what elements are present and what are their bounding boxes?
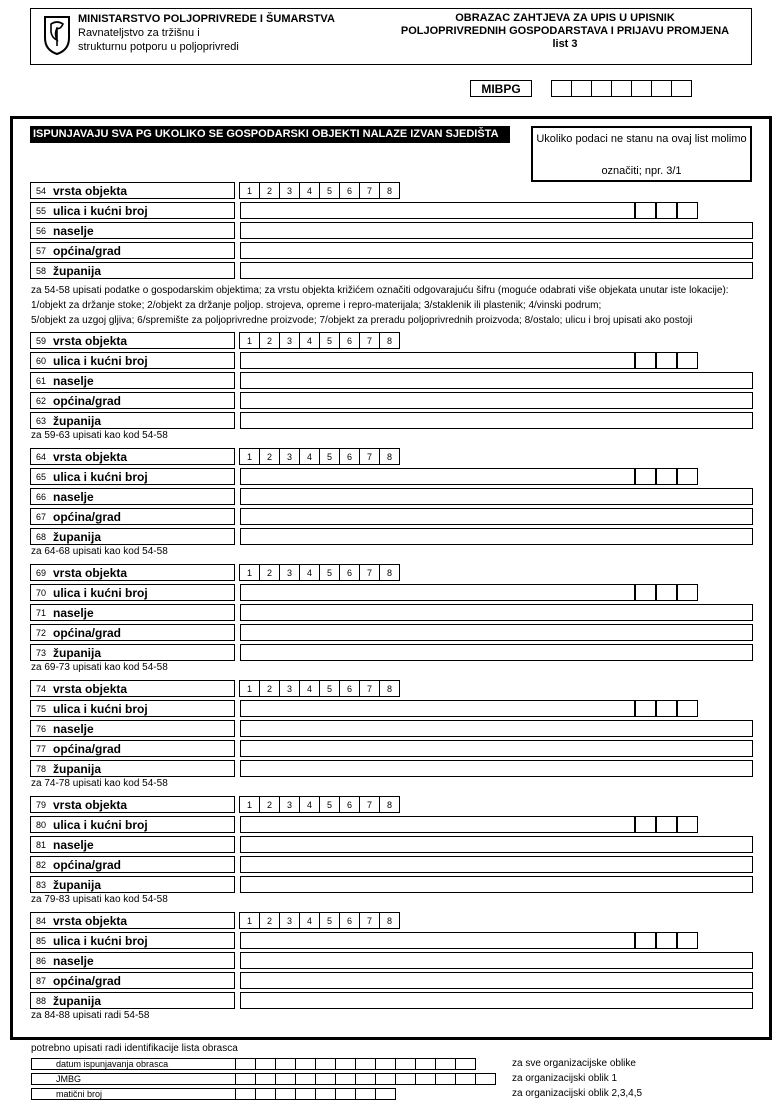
field-number: 73 bbox=[36, 647, 47, 658]
facility-code-checkbox[interactable]: 4 bbox=[299, 448, 320, 465]
house-number-box[interactable] bbox=[656, 816, 677, 833]
facility-type-label bbox=[30, 796, 235, 813]
field-number: 60 bbox=[36, 355, 47, 366]
house-number-box[interactable] bbox=[656, 584, 677, 601]
field-number: 61 bbox=[36, 375, 47, 386]
field-label: županija bbox=[53, 413, 102, 428]
settlement-input[interactable] bbox=[240, 372, 753, 389]
street-and-number-label bbox=[30, 932, 235, 949]
field-number: 64 bbox=[36, 451, 47, 462]
settlement-input[interactable] bbox=[240, 836, 753, 853]
mibpg-digit-box[interactable] bbox=[611, 80, 632, 97]
facility-code-checkbox[interactable]: 4 bbox=[299, 564, 320, 581]
mibpg-label: MIBPG bbox=[470, 80, 532, 97]
field-label: općina/grad bbox=[53, 393, 122, 408]
explanation-line-3: 5/objekt za uzgoj gljiva; 6/spremište za poljoprivredne proizvode; 7/objekt za preradu poljoprivrednih proizvoda; 8/ostalo; ulicu i broj upisati ako postoji bbox=[31, 315, 693, 326]
identification-digit-box[interactable] bbox=[415, 1058, 436, 1070]
settlement-label bbox=[30, 222, 235, 239]
house-number-box[interactable] bbox=[635, 584, 656, 601]
form-title-line-3: list 3 bbox=[552, 38, 578, 50]
identification-label: JMBG bbox=[31, 1073, 236, 1085]
field-number: 70 bbox=[36, 587, 47, 598]
street-and-number-label bbox=[30, 468, 235, 485]
settlement-label bbox=[30, 372, 235, 389]
facility-type-code-boxes bbox=[240, 448, 400, 465]
mibpg-digit-box[interactable] bbox=[631, 80, 652, 97]
settlement-label bbox=[30, 952, 235, 969]
identification-input[interactable] bbox=[236, 1073, 496, 1085]
facility-code-checkbox[interactable]: 8 bbox=[379, 912, 400, 929]
municipality-input[interactable] bbox=[240, 624, 753, 641]
identification-digit-box[interactable] bbox=[395, 1073, 416, 1085]
facility-code-checkbox[interactable]: 5 bbox=[319, 796, 340, 813]
house-number-box[interactable] bbox=[656, 932, 677, 949]
county-input[interactable] bbox=[240, 412, 753, 429]
field-label: općina/grad bbox=[53, 243, 122, 258]
facility-code-checkbox[interactable]: 3 bbox=[279, 680, 300, 697]
facility-code-checkbox[interactable]: 4 bbox=[299, 912, 320, 929]
facility-type-code-boxes bbox=[240, 912, 400, 929]
field-label: ulica i kućni broj bbox=[53, 701, 148, 716]
municipality-label bbox=[30, 624, 235, 641]
house-number-box[interactable] bbox=[677, 700, 698, 717]
county-label bbox=[30, 760, 235, 777]
settlement-input[interactable] bbox=[240, 952, 753, 969]
municipality-input[interactable] bbox=[240, 972, 753, 989]
identification-digit-box[interactable] bbox=[295, 1058, 316, 1070]
facility-type-label bbox=[30, 564, 235, 581]
field-label: županija bbox=[53, 529, 102, 544]
field-number: 59 bbox=[36, 335, 47, 346]
municipality-label bbox=[30, 508, 235, 525]
field-label: ulica i kućni broj bbox=[53, 353, 148, 368]
field-label: općina/grad bbox=[53, 973, 122, 988]
house-number-box[interactable] bbox=[677, 932, 698, 949]
group-footer-note: za 59-63 upisati kao kod 54-58 bbox=[31, 430, 168, 441]
field-number: 81 bbox=[36, 839, 47, 850]
county-label bbox=[30, 262, 235, 279]
facility-code-checkbox[interactable]: 7 bbox=[359, 332, 380, 349]
identification-digit-box[interactable] bbox=[295, 1073, 316, 1085]
house-number-box[interactable] bbox=[656, 352, 677, 369]
field-label: općina/grad bbox=[53, 625, 122, 640]
facility-code-checkbox[interactable]: 1 bbox=[239, 332, 260, 349]
house-number-box[interactable] bbox=[635, 202, 656, 219]
facility-code-checkbox[interactable]: 4 bbox=[299, 182, 320, 199]
identification-label: datum ispunjavanja obrasca bbox=[31, 1058, 236, 1070]
identification-digit-box[interactable] bbox=[355, 1058, 376, 1070]
facility-code-checkbox[interactable]: 8 bbox=[379, 796, 400, 813]
facility-type-code-boxes bbox=[240, 332, 400, 349]
facility-type-code-boxes bbox=[240, 564, 400, 581]
facility-code-checkbox[interactable]: 5 bbox=[319, 448, 340, 465]
ministry-line-3: strukturnu potporu u poljoprivredi bbox=[78, 41, 239, 53]
field-number: 66 bbox=[36, 491, 47, 502]
street-input[interactable] bbox=[240, 932, 635, 949]
county-label bbox=[30, 992, 235, 1009]
facility-code-checkbox[interactable]: 1 bbox=[239, 796, 260, 813]
field-number: 88 bbox=[36, 995, 47, 1006]
identification-digit-box[interactable] bbox=[255, 1088, 276, 1100]
facility-code-checkbox[interactable]: 2 bbox=[259, 680, 280, 697]
facility-code-checkbox[interactable]: 8 bbox=[379, 680, 400, 697]
identification-digit-box[interactable] bbox=[335, 1073, 356, 1085]
county-input[interactable] bbox=[240, 760, 753, 777]
identification-digit-box[interactable] bbox=[275, 1058, 296, 1070]
mibpg-digit-box[interactable] bbox=[551, 80, 572, 97]
facility-type-label bbox=[30, 332, 235, 349]
group-footer-note: za 84-88 upisati radi 54-58 bbox=[31, 1010, 150, 1021]
field-number: 68 bbox=[36, 531, 47, 542]
facility-code-checkbox[interactable]: 8 bbox=[379, 332, 400, 349]
facility-code-checkbox[interactable]: 6 bbox=[339, 182, 360, 199]
identification-digit-box[interactable] bbox=[235, 1088, 256, 1100]
identification-input[interactable] bbox=[236, 1058, 476, 1070]
field-label: naselje bbox=[53, 953, 94, 968]
identification-digit-box[interactable] bbox=[335, 1058, 356, 1070]
county-input[interactable] bbox=[240, 644, 753, 661]
field-label: naselje bbox=[53, 223, 94, 238]
settlement-input[interactable] bbox=[240, 604, 753, 621]
house-number-box[interactable] bbox=[635, 932, 656, 949]
field-number: 65 bbox=[36, 471, 47, 482]
facility-code-checkbox[interactable]: 6 bbox=[339, 796, 360, 813]
field-number: 72 bbox=[36, 627, 47, 638]
field-number: 87 bbox=[36, 975, 47, 986]
facility-code-checkbox[interactable]: 4 bbox=[299, 796, 320, 813]
identification-digit-box[interactable] bbox=[435, 1058, 456, 1070]
facility-code-checkbox[interactable]: 2 bbox=[259, 448, 280, 465]
ministry-line-2: Ravnateljstvo za tržišnu i bbox=[78, 27, 200, 39]
field-number: 56 bbox=[36, 225, 47, 236]
field-number: 71 bbox=[36, 607, 47, 618]
identification-digit-box[interactable] bbox=[355, 1088, 376, 1100]
field-number: 84 bbox=[36, 915, 47, 926]
identification-input[interactable] bbox=[236, 1088, 396, 1100]
field-number: 58 bbox=[36, 265, 47, 276]
identification-note: potrebno upisati radi identifikacije lista obrasca bbox=[31, 1043, 238, 1054]
facility-code-checkbox[interactable]: 5 bbox=[319, 182, 340, 199]
settlement-label bbox=[30, 488, 235, 505]
house-number-box[interactable] bbox=[677, 202, 698, 219]
facility-code-checkbox[interactable]: 1 bbox=[239, 182, 260, 199]
house-number-box[interactable] bbox=[635, 700, 656, 717]
identification-digit-box[interactable] bbox=[415, 1073, 436, 1085]
settlement-label bbox=[30, 720, 235, 737]
facility-type-label bbox=[30, 448, 235, 465]
street-input[interactable] bbox=[240, 700, 635, 717]
identification-digit-box[interactable] bbox=[235, 1058, 256, 1070]
county-label bbox=[30, 644, 235, 661]
field-number: 86 bbox=[36, 955, 47, 966]
field-label: ulica i kućni broj bbox=[53, 585, 148, 600]
facility-type-label bbox=[30, 182, 235, 199]
overflow-note bbox=[531, 126, 752, 182]
house-number-box[interactable] bbox=[635, 816, 656, 833]
county-label bbox=[30, 876, 235, 893]
facility-code-checkbox[interactable]: 4 bbox=[299, 680, 320, 697]
facility-code-checkbox[interactable]: 7 bbox=[359, 680, 380, 697]
mibpg-input[interactable] bbox=[552, 80, 692, 97]
field-label: vrsta objekta bbox=[53, 333, 128, 348]
form-title bbox=[390, 12, 740, 51]
field-label: županija bbox=[53, 877, 102, 892]
facility-code-checkbox[interactable]: 5 bbox=[319, 912, 340, 929]
field-number: 67 bbox=[36, 511, 47, 522]
field-label: vrsta objekta bbox=[53, 681, 128, 696]
identification-digit-box[interactable] bbox=[435, 1073, 456, 1085]
facility-code-checkbox[interactable]: 6 bbox=[339, 680, 360, 697]
field-number: 79 bbox=[36, 799, 47, 810]
facility-code-checkbox[interactable]: 5 bbox=[319, 332, 340, 349]
group-footer-note: za 64-68 upisati kao kod 54-58 bbox=[31, 546, 168, 557]
explanation-text bbox=[31, 283, 761, 328]
facility-code-checkbox[interactable]: 1 bbox=[239, 564, 260, 581]
group-footer-note: za 74-78 upisati kao kod 54-58 bbox=[31, 778, 168, 789]
field-label: vrsta objekta bbox=[53, 183, 128, 198]
facility-code-checkbox[interactable]: 8 bbox=[379, 564, 400, 581]
field-label: županija bbox=[53, 761, 102, 776]
field-number: 78 bbox=[36, 763, 47, 774]
facility-code-checkbox[interactable]: 1 bbox=[239, 448, 260, 465]
facility-code-checkbox[interactable]: 8 bbox=[379, 448, 400, 465]
house-number-box[interactable] bbox=[656, 700, 677, 717]
form-title-line-2: POLJOPRIVREDNIH GOSPODARSTAVA I PRIJAVU PROMJENA bbox=[400, 25, 730, 37]
mibpg-digit-box[interactable] bbox=[671, 80, 692, 97]
identification-digit-box[interactable] bbox=[355, 1073, 376, 1085]
identification-digit-box[interactable] bbox=[455, 1073, 476, 1085]
facility-code-checkbox[interactable]: 3 bbox=[279, 182, 300, 199]
facility-code-checkbox[interactable]: 6 bbox=[339, 912, 360, 929]
field-number: 55 bbox=[36, 205, 47, 216]
settlement-input[interactable] bbox=[240, 488, 753, 505]
house-number-box[interactable] bbox=[656, 202, 677, 219]
field-number: 76 bbox=[36, 723, 47, 734]
form-title-line-1: OBRAZAC ZAHTJEVA ZA UPIS U UPISNIK bbox=[455, 12, 675, 24]
street-input[interactable] bbox=[240, 352, 635, 369]
overflow-note-line-1: Ukoliko podaci ne stanu na ovaj list molimo bbox=[536, 133, 747, 145]
explanation-line-2: 1/objekt za držanje stoke; 2/objekt za držanje poljop. strojeva, opreme i repro-materijala; 3/staklenik ili plastenik; 4/vinski podrum; bbox=[31, 300, 602, 311]
identification-digit-box[interactable] bbox=[275, 1088, 296, 1100]
street-input[interactable] bbox=[240, 468, 635, 485]
county-input[interactable] bbox=[240, 262, 753, 279]
field-number: 54 bbox=[36, 185, 47, 196]
field-label: naselje bbox=[53, 605, 94, 620]
identification-digit-box[interactable] bbox=[395, 1058, 416, 1070]
identification-applies-to: za organizacijski oblik 2,3,4,5 bbox=[512, 1088, 643, 1099]
section-banner: ISPUNJAVAJU SVA PG UKOLIKO SE GOSPODARSKI OBJEKTI NALAZE IZVAN SJEDIŠTA bbox=[30, 126, 510, 143]
facility-code-checkbox[interactable]: 2 bbox=[259, 332, 280, 349]
municipality-label bbox=[30, 242, 235, 259]
mibpg-digit-box[interactable] bbox=[591, 80, 612, 97]
street-and-number-label bbox=[30, 202, 235, 219]
house-number-box[interactable] bbox=[635, 468, 656, 485]
field-number: 57 bbox=[36, 245, 47, 256]
identification-digit-box[interactable] bbox=[375, 1073, 396, 1085]
facility-code-checkbox[interactable]: 2 bbox=[259, 796, 280, 813]
facility-type-code-boxes bbox=[240, 182, 400, 199]
county-input[interactable] bbox=[240, 992, 753, 1009]
facility-type-code-boxes bbox=[240, 796, 400, 813]
street-and-number-label bbox=[30, 352, 235, 369]
street-input[interactable] bbox=[240, 584, 635, 601]
settlement-input[interactable] bbox=[240, 222, 753, 239]
facility-type-label bbox=[30, 680, 235, 697]
house-number-box[interactable] bbox=[635, 352, 656, 369]
facility-code-checkbox[interactable]: 3 bbox=[279, 912, 300, 929]
ministry-line-1: MINISTARSTVO POLJOPRIVREDE I ŠUMARSTVA bbox=[78, 13, 335, 25]
facility-code-checkbox[interactable]: 6 bbox=[339, 448, 360, 465]
field-label: ulica i kućni broj bbox=[53, 203, 148, 218]
municipality-label bbox=[30, 392, 235, 409]
identification-applies-to: za organizacijski oblik 1 bbox=[512, 1073, 618, 1084]
field-number: 62 bbox=[36, 395, 47, 406]
house-number-box[interactable] bbox=[656, 468, 677, 485]
municipality-input[interactable] bbox=[240, 508, 753, 525]
facility-code-checkbox[interactable]: 3 bbox=[279, 332, 300, 349]
facility-code-checkbox[interactable]: 3 bbox=[279, 448, 300, 465]
field-number: 83 bbox=[36, 879, 47, 890]
identification-applies-to: za sve organizacijske oblike bbox=[512, 1058, 636, 1069]
street-input[interactable] bbox=[240, 202, 635, 219]
street-input[interactable] bbox=[240, 816, 635, 833]
facility-code-checkbox[interactable]: 5 bbox=[319, 680, 340, 697]
county-label bbox=[30, 412, 235, 429]
facility-code-checkbox[interactable]: 2 bbox=[259, 912, 280, 929]
house-number-box[interactable] bbox=[677, 352, 698, 369]
mibpg-digit-box[interactable] bbox=[651, 80, 672, 97]
facility-code-checkbox[interactable]: 6 bbox=[339, 332, 360, 349]
facility-code-checkbox[interactable]: 6 bbox=[339, 564, 360, 581]
municipality-input[interactable] bbox=[240, 392, 753, 409]
municipality-input[interactable] bbox=[240, 856, 753, 873]
county-input[interactable] bbox=[240, 528, 753, 545]
facility-code-checkbox[interactable]: 3 bbox=[279, 796, 300, 813]
mibpg-digit-box[interactable] bbox=[571, 80, 592, 97]
field-label: županija bbox=[53, 993, 102, 1008]
field-number: 82 bbox=[36, 859, 47, 870]
identification-digit-box[interactable] bbox=[315, 1088, 336, 1100]
street-and-number-label bbox=[30, 816, 235, 833]
municipality-input[interactable] bbox=[240, 740, 753, 757]
field-label: ulica i kućni broj bbox=[53, 817, 148, 832]
identification-digit-box[interactable] bbox=[255, 1073, 276, 1085]
facility-code-checkbox[interactable]: 7 bbox=[359, 912, 380, 929]
group-footer-note: za 69-73 upisati kao kod 54-58 bbox=[31, 662, 168, 673]
settlement-label bbox=[30, 836, 235, 853]
facility-type-code-boxes bbox=[240, 680, 400, 697]
street-and-number-label bbox=[30, 584, 235, 601]
overflow-note-line-2: označiti; npr. 3/1 bbox=[601, 165, 682, 177]
identification-label: matični broj bbox=[31, 1088, 236, 1100]
identification-digit-box[interactable] bbox=[315, 1058, 336, 1070]
identification-digit-box[interactable] bbox=[295, 1088, 316, 1100]
facility-code-checkbox[interactable]: 1 bbox=[239, 680, 260, 697]
ministry-name bbox=[78, 12, 335, 54]
facility-type-label bbox=[30, 912, 235, 929]
facility-code-checkbox[interactable]: 7 bbox=[359, 564, 380, 581]
identification-digit-box[interactable] bbox=[475, 1073, 496, 1085]
field-label: općina/grad bbox=[53, 857, 122, 872]
identification-digit-box[interactable] bbox=[255, 1058, 276, 1070]
municipality-label bbox=[30, 856, 235, 873]
facility-code-checkbox[interactable]: 7 bbox=[359, 796, 380, 813]
field-label: naselje bbox=[53, 721, 94, 736]
identification-digit-box[interactable] bbox=[375, 1058, 396, 1070]
county-label bbox=[30, 528, 235, 545]
group-footer-note: za 79-83 upisati kao kod 54-58 bbox=[31, 894, 168, 905]
field-number: 77 bbox=[36, 743, 47, 754]
municipality-label bbox=[30, 972, 235, 989]
field-label: naselje bbox=[53, 373, 94, 388]
field-number: 85 bbox=[36, 935, 47, 946]
house-number-box[interactable] bbox=[677, 584, 698, 601]
facility-code-checkbox[interactable]: 5 bbox=[319, 564, 340, 581]
identification-digit-box[interactable] bbox=[235, 1073, 256, 1085]
field-label: ulica i kućni broj bbox=[53, 933, 148, 948]
identification-digit-box[interactable] bbox=[375, 1088, 396, 1100]
field-label: vrsta objekta bbox=[53, 565, 128, 580]
field-number: 75 bbox=[36, 703, 47, 714]
field-label: naselje bbox=[53, 489, 94, 504]
field-label: naselje bbox=[53, 837, 94, 852]
facility-code-checkbox[interactable]: 4 bbox=[299, 332, 320, 349]
field-label: općina/grad bbox=[53, 509, 122, 524]
field-label: vrsta objekta bbox=[53, 913, 128, 928]
house-number-box[interactable] bbox=[677, 816, 698, 833]
field-number: 74 bbox=[36, 683, 47, 694]
settlement-input[interactable] bbox=[240, 720, 753, 737]
facility-code-checkbox[interactable]: 8 bbox=[379, 182, 400, 199]
municipality-input[interactable] bbox=[240, 242, 753, 259]
field-label: županija bbox=[53, 263, 102, 278]
municipality-label bbox=[30, 740, 235, 757]
house-number-box[interactable] bbox=[677, 468, 698, 485]
field-label: ulica i kućni broj bbox=[53, 469, 148, 484]
coat-of-arms-icon bbox=[42, 14, 72, 56]
field-label: općina/grad bbox=[53, 741, 122, 756]
facility-code-checkbox[interactable]: 2 bbox=[259, 182, 280, 199]
field-label: vrsta objekta bbox=[53, 797, 128, 812]
identification-digit-box[interactable] bbox=[315, 1073, 336, 1085]
field-label: vrsta objekta bbox=[53, 449, 128, 464]
facility-code-checkbox[interactable]: 7 bbox=[359, 182, 380, 199]
street-and-number-label bbox=[30, 700, 235, 717]
identification-digit-box[interactable] bbox=[275, 1073, 296, 1085]
field-number: 63 bbox=[36, 415, 47, 426]
field-number: 69 bbox=[36, 567, 47, 578]
settlement-label bbox=[30, 604, 235, 621]
county-input[interactable] bbox=[240, 876, 753, 893]
field-label: županija bbox=[53, 645, 102, 660]
facility-code-checkbox[interactable]: 2 bbox=[259, 564, 280, 581]
facility-code-checkbox[interactable]: 1 bbox=[239, 912, 260, 929]
identification-digit-box[interactable] bbox=[335, 1088, 356, 1100]
identification-digit-box[interactable] bbox=[455, 1058, 476, 1070]
facility-code-checkbox[interactable]: 3 bbox=[279, 564, 300, 581]
explanation-line-1: za 54-58 upisati podatke o gospodarskim objektima; za vrstu objekta križićem označiti odgovarajuću šifru (moguće odabrati više objekata unutar iste lokacije): bbox=[31, 285, 729, 296]
facility-code-checkbox[interactable]: 7 bbox=[359, 448, 380, 465]
field-number: 80 bbox=[36, 819, 47, 830]
